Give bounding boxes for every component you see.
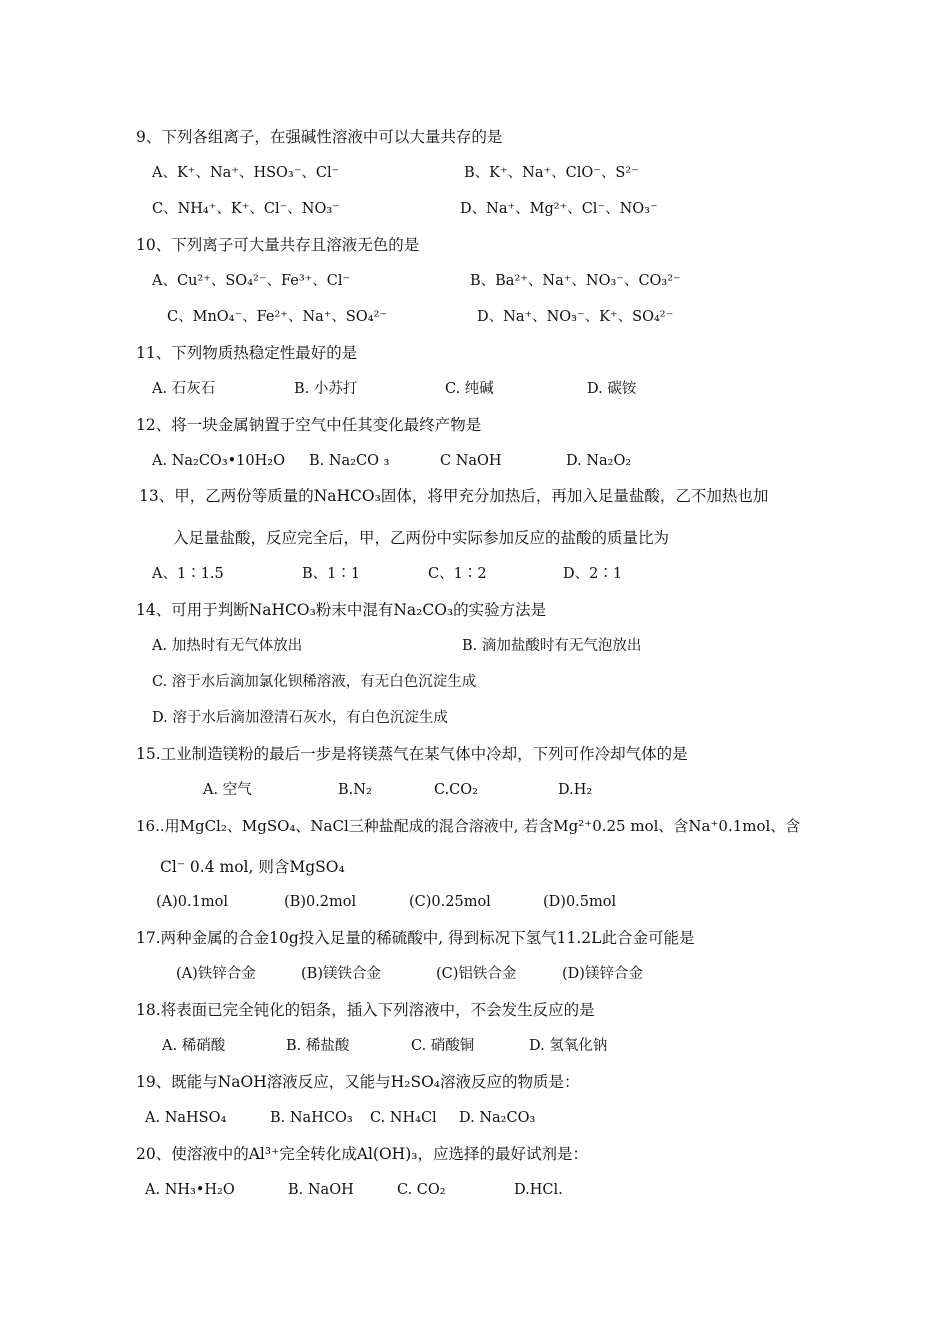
option-a: A. NH₃•H₂O <box>145 1182 235 1198</box>
option-c: C.CO₂ <box>434 782 478 798</box>
option-d: D. 溶于水后滴加澄清石灰水，有白色沉淀生成 <box>152 710 448 726</box>
option-a: A、K⁺、Na⁺、HSO₃⁻、Cl⁻ <box>152 165 340 181</box>
option-a: A. 空气 <box>203 782 252 798</box>
question-stem: 19、既能与NaOH溶液反应，又能与H₂SO₄溶液反应的物质是： <box>136 1073 580 1091</box>
question-stem: 16..用MgCl₂、MgSO₄、NaCl三种盐配成的混合溶液中, 若含Mg²⁺0.25 mol、含Na⁺0.1mol、含 <box>136 817 801 835</box>
option-c: C、NH₄⁺、K⁺、Cl⁻、NO₃⁻ <box>152 201 340 217</box>
question-stem: 11、下列物质热稳定性最好的是 <box>136 344 358 362</box>
question-stem: 17.两种金属的合金10g投入足量的稀硫酸中, 得到标况下氢气11.2L此合金可能是 <box>136 929 695 947</box>
option-b: B.N₂ <box>338 782 372 798</box>
option-d: D. 碳铵 <box>587 381 637 397</box>
option-c: C NaOH <box>440 453 502 469</box>
option-a: A. Na₂CO₃•10H₂O <box>152 453 285 469</box>
option-a: A、Cu²⁺、SO₄²⁻、Fe³⁺、Cl⁻ <box>152 273 351 289</box>
option-c: C. NH₄Cl <box>370 1110 437 1126</box>
option-d: D、2∶1 <box>563 566 623 582</box>
option-a: A. 石灰石 <box>152 381 216 397</box>
option-b: B. 滴加盐酸时有无气泡放出 <box>462 638 642 654</box>
option-d: D. Na₂CO₃ <box>459 1110 536 1126</box>
question-stem-continued: Cl⁻ 0.4 mol, 则含MgSO₄ <box>160 858 345 876</box>
option-c: C、MnO₄⁻、Fe²⁺、Na⁺、SO₄²⁻ <box>167 309 388 325</box>
question-stem: 18.将表面已完全钝化的铝条，插入下列溶液中，不会发生反应的是 <box>136 1001 595 1019</box>
question-stem-continued: 入足量盐酸，反应完全后，甲，乙两份中实际参加反应的盐酸的质量比为 <box>173 529 670 547</box>
option-d: D.HCl. <box>514 1182 563 1198</box>
option-b: B、Ba²⁺、Na⁺、NO₃⁻、CO₃²⁻ <box>470 273 681 289</box>
option-b: (B)0.2mol <box>284 894 357 910</box>
option-d: D.H₂ <box>558 782 593 798</box>
option-b: B. 小苏打 <box>294 381 358 397</box>
option-a: (A)铁锌合金 <box>176 966 256 982</box>
option-a: (A)0.1mol <box>156 894 228 910</box>
option-c: C. 纯碱 <box>445 381 494 397</box>
option-d: D、Na⁺、Mg²⁺、Cl⁻、NO₃⁻ <box>460 201 658 217</box>
option-b: B. Na₂CO ₃ <box>309 453 390 469</box>
option-c: C. 硝酸铜 <box>411 1038 475 1054</box>
option-d: D. Na₂O₂ <box>566 453 632 469</box>
option-c: C. 溶于水后滴加氯化钡稀溶液，有无白色沉淀生成 <box>152 674 477 690</box>
question-stem: 12、将一块金属钠置于空气中任其变化最终产物是 <box>136 416 482 434</box>
option-d: (D)镁锌合金 <box>562 966 643 982</box>
option-a: A、1∶1.5 <box>152 566 224 582</box>
option-c: C、1∶2 <box>428 566 487 582</box>
question-stem: 20、使溶液中的Al³⁺完全转化成Al(OH)₃，应选择的最好试剂是： <box>136 1145 588 1163</box>
option-d: (D)0.5mol <box>543 894 617 910</box>
question-stem: 10、下列离子可大量共存且溶液无色的是 <box>136 236 420 254</box>
option-a: A. NaHSO₄ <box>145 1110 227 1126</box>
option-b: B、1∶1 <box>302 566 361 582</box>
option-b: (B)镁铁合金 <box>301 966 381 982</box>
question-stem: 15.工业制造镁粉的最后一步是将镁蒸气在某气体中冷却，下列可作冷却气体的是 <box>136 745 688 763</box>
option-c: C. CO₂ <box>397 1182 446 1198</box>
option-d: D. 氢氧化钠 <box>529 1038 608 1054</box>
option-b: B、K⁺、Na⁺、ClO⁻、S²⁻ <box>464 165 639 181</box>
option-b: B. NaHCO₃ <box>270 1110 353 1126</box>
option-b: B. NaOH <box>288 1182 354 1198</box>
question-stem: 13、甲，乙两份等质量的NaHCO₃固体，将甲充分加热后，再加入足量盐酸，乙不加热也加 <box>139 487 769 505</box>
question-stem: 14、可用于判断NaHCO₃粉末中混有Na₂CO₃的实验方法是 <box>136 601 547 619</box>
option-c: (C)铝铁合金 <box>436 966 517 982</box>
question-stem: 9、下列各组离子，在强碱性溶液中可以大量共存的是 <box>136 128 503 146</box>
option-c: (C)0.25mol <box>409 894 491 910</box>
option-a: A. 稀硝酸 <box>162 1038 226 1054</box>
option-b: B. 稀盐酸 <box>286 1038 350 1054</box>
option-d: D、Na⁺、NO₃⁻、K⁺、SO₄²⁻ <box>477 309 674 325</box>
option-a: A. 加热时有无气体放出 <box>152 638 303 654</box>
